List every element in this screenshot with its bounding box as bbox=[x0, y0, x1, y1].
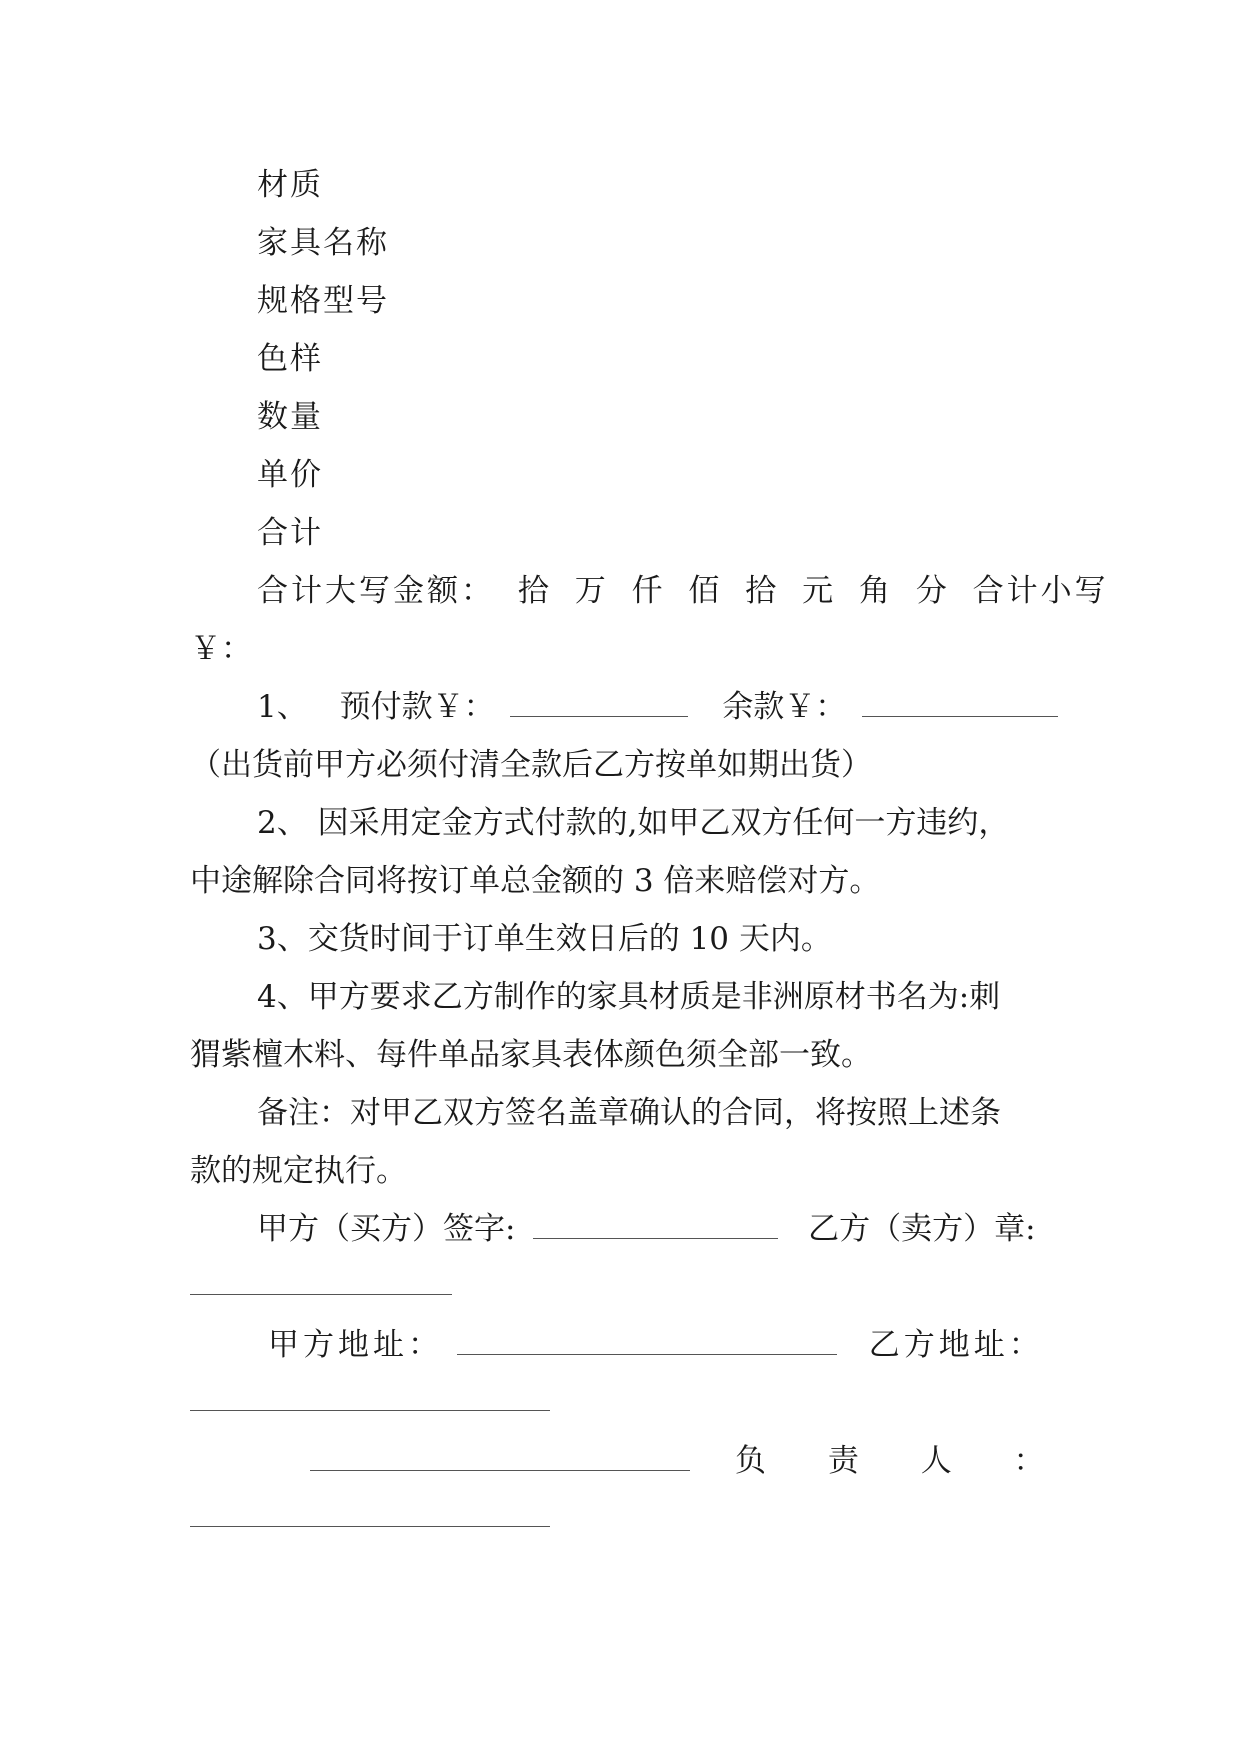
party-b-seal-label: 乙方（卖方）章: bbox=[808, 1211, 1036, 1247]
party-a-signature-label: 甲方（买方）签字: bbox=[257, 1211, 516, 1247]
clause-1-number: 1、 bbox=[257, 689, 308, 725]
balance-label: 余款￥： bbox=[722, 689, 847, 725]
field-unit-price: 单价 bbox=[257, 457, 323, 493]
remark-line-2: 款的规定执行。 bbox=[190, 1153, 407, 1189]
prepayment-blank[interactable] bbox=[510, 690, 688, 717]
party-b-address-label: 乙方地址： bbox=[868, 1327, 1044, 1363]
party-a-signature-blank[interactable] bbox=[533, 1212, 778, 1239]
amount-in-words-line: 合计大写金额： 拾 万 仟 佰 拾 元 角 分 合计小写 bbox=[257, 573, 1109, 609]
address-line bbox=[268, 1325, 1044, 1365]
field-spec-model: 规格型号 bbox=[257, 283, 389, 319]
amount-in-figures-line: ￥： bbox=[190, 631, 252, 667]
remark-line-1: 备注：对甲乙双方签名盖章确认的合同，将按照上述条 bbox=[257, 1095, 1001, 1131]
prepayment-label: 预付款￥： bbox=[339, 689, 495, 725]
party-b-address-blank[interactable] bbox=[190, 1410, 550, 1411]
field-material: 材质 bbox=[257, 167, 323, 203]
party-b-seal-blank[interactable] bbox=[190, 1294, 452, 1295]
clause-1-line bbox=[257, 687, 1058, 727]
field-color-sample: 色样 bbox=[257, 341, 323, 377]
clause-3-line-1: 3、交货时间于订单生效日后的 10 天内。 bbox=[257, 921, 832, 957]
field-quantity: 数量 bbox=[257, 399, 323, 435]
balance-blank[interactable] bbox=[862, 690, 1058, 717]
responsible-person-blank[interactable] bbox=[190, 1526, 550, 1527]
clause-2-line-2: 中途解除合同将按订单总金额的 3 倍来赔偿对方。 bbox=[190, 863, 881, 899]
clause-1-note: （出货前甲方必须付清全款后乙方按单如期出货） bbox=[190, 747, 872, 783]
responsible-person-label: 负 责 人 ： bbox=[735, 1443, 1045, 1479]
field-total: 合计 bbox=[257, 515, 323, 551]
clause-4-line-2: 猬紫檀木料、每件单品家具表体颜色须全部一致。 bbox=[190, 1037, 872, 1073]
party-a-address-blank[interactable] bbox=[457, 1328, 837, 1355]
party-a-address-label: 甲方地址： bbox=[268, 1327, 443, 1363]
signature-line bbox=[257, 1209, 1036, 1249]
clause-2-line-1: 2、 因采用定金方式付款的,如甲乙双方任何一方违约， bbox=[257, 805, 1010, 841]
unlabeled-blank[interactable] bbox=[310, 1470, 690, 1471]
clause-4-line-1: 4、甲方要求乙方制作的家具材质是非洲原材书名为:刺 bbox=[257, 979, 1001, 1015]
field-furniture-name: 家具名称 bbox=[257, 225, 389, 261]
